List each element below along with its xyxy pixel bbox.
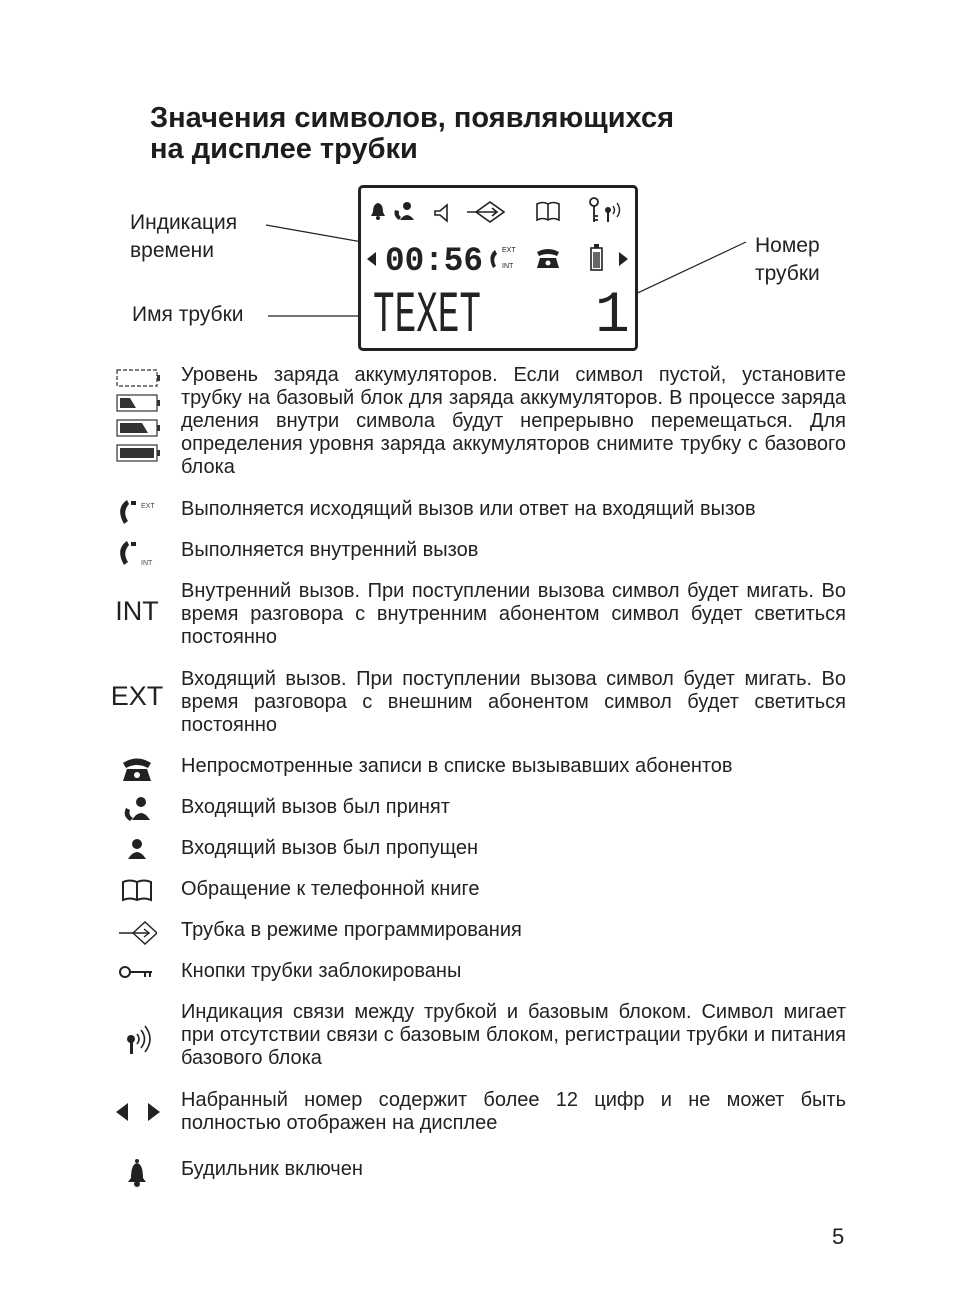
phonebook-icon: [100, 878, 174, 909]
label-handset-name: Имя трубки: [132, 303, 244, 326]
missed-calls-phone-icon: [100, 755, 174, 788]
scroll-arrows-icon: [100, 1099, 174, 1130]
right-arrow-icon: [619, 252, 628, 266]
symbol-description: Входящий вызов был пропущен: [181, 837, 479, 859]
label-time-line-2: времени: [130, 239, 214, 262]
external-call-icon: [100, 498, 174, 531]
lcd-time: 00:56: [385, 243, 483, 281]
book-icon: [537, 203, 559, 221]
title-line-2: на дисплее трубки: [150, 133, 418, 165]
symbol-description: Обращение к телефонной книге: [181, 878, 480, 900]
symbol-description: Трубка в режиме программирования: [181, 919, 522, 941]
battery-icon: [591, 244, 602, 270]
symbol-description: Будильник включен: [181, 1158, 363, 1180]
ext-badge: EXT: [141, 503, 155, 510]
symbol-description: Входящий вызов был принят: [181, 796, 450, 818]
antenna-icon: [605, 203, 620, 222]
symbol-description: Входящий вызов. При поступлении вызова символ будет мигать. Во время разговора с внешним абонентом символ будет светиться постоянно: [181, 668, 846, 736]
internal-call-icon: [100, 539, 174, 572]
label-time-line-1: Индикация: [130, 211, 238, 234]
signal-antenna-icon: [100, 1023, 174, 1062]
int-icon: INT: [115, 596, 159, 626]
handset-display: [358, 185, 638, 351]
key-icon: [590, 198, 598, 222]
symbol-description: Набранный номер содержит более 12 цифр и не может быть полностью отображен на дисплее: [181, 1089, 846, 1134]
symbol-description: Непросмотренные записи в списке вызывавших абонентов: [181, 755, 733, 777]
symbol-description: Внутренний вызов. При поступлении вызова символ будет мигать. Во время разговора с внутренним абонентом символ будет светиться постоянно: [181, 580, 846, 648]
symbol-description: Выполняется внутренний вызов: [181, 539, 479, 561]
symbol-description: Выполняется исходящий вызов или ответ на входящий вызов: [181, 498, 756, 520]
programming-icon: [467, 202, 504, 222]
lcd-handset-number: 1: [595, 284, 630, 348]
lcd-ext-badge: EXT: [502, 247, 516, 254]
ext-icon: EXT: [110, 681, 164, 711]
bell-icon: [371, 203, 385, 220]
symbol-description: Кнопки трубки заблокированы: [181, 960, 462, 982]
alarm-bell-icon: [100, 1158, 174, 1193]
speaker-icon: [435, 205, 447, 221]
call-missed-person-icon: [100, 837, 174, 868]
call-answered-icon: [395, 202, 415, 220]
call-answered-icon: [100, 796, 174, 829]
battery-level-icon: [100, 368, 174, 467]
lcd-handset-name: TEXET: [373, 284, 481, 348]
label-number-line-2: трубки: [755, 262, 820, 285]
title-line-1: Значения символов, появляющихся: [150, 102, 674, 134]
lcd-int-badge: INT: [502, 263, 514, 270]
symbol-description: Индикация связи между трубкой и базовым блоком. Символ мигает при отсутствии связи с базовым блоком, регистрации трубки и питания базового блока: [181, 1001, 846, 1069]
label-number-line-1: Номер: [755, 234, 820, 257]
page-number: 5: [832, 1224, 845, 1249]
key-lock-icon: [100, 960, 174, 989]
int-badge: INT: [141, 560, 153, 567]
programming-mode-icon: [100, 919, 174, 952]
phone-icon: [537, 249, 559, 268]
symbol-description: Уровень заряда аккумуляторов. Если символ пустой, установите трубку на базовый блок для заряда аккумуляторов. В процессе заряда деления внутри символа будут непрерывно перемещаться. Для определения уровня заряда аккумуляторов снимите трубку с базового блока: [181, 364, 846, 478]
left-arrow-icon: [367, 252, 376, 266]
handset-icon: [490, 250, 497, 268]
